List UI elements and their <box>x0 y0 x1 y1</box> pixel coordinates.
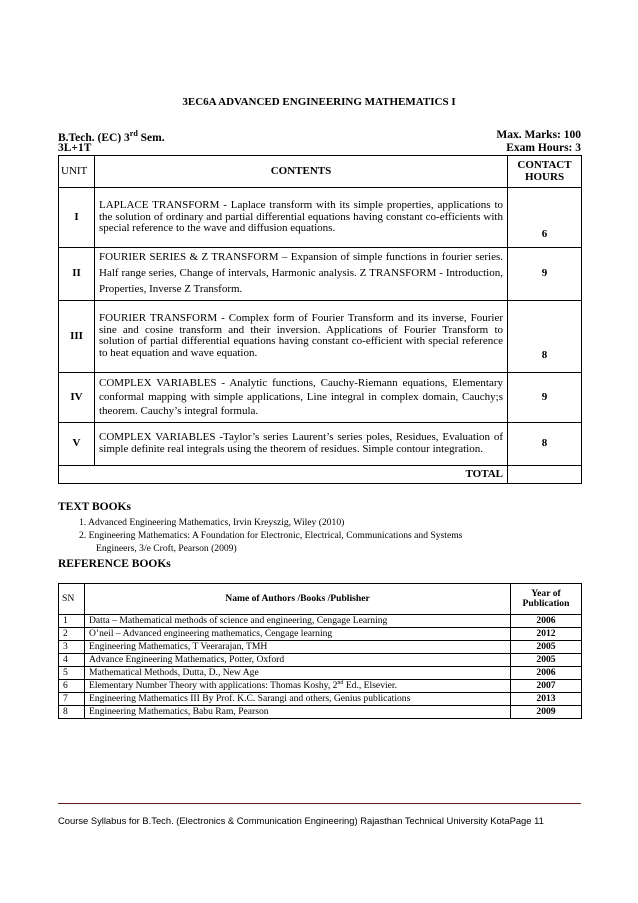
reference-year: 2005 <box>511 654 582 667</box>
reference-name: Elementary Number Theory with applications: Thomas Koshy, 2nd Ed., Elsevier. <box>85 680 511 693</box>
unit-hours: 6 <box>508 188 582 248</box>
reference-year: 2012 <box>511 628 582 641</box>
reference-year: 2006 <box>511 667 582 680</box>
reference-row <box>59 615 582 628</box>
unit-content: COMPLEX VARIABLES - Analytic functions, Cauchy-Riemann equations, Elementary conformal mapping with simple applications, Line integral in complex domain, Cauchy;s theorem. Cauchy’s integral formula. <box>95 372 508 422</box>
syllabus-row <box>59 300 582 372</box>
syllabus-header-row <box>59 156 582 188</box>
syllabus-total-row <box>59 465 582 483</box>
reference-row <box>59 706 582 719</box>
text-book-item: 2. Engineering Mathematics: A Foundation for Electronic, Electrical, Communications and Systems <box>79 530 463 541</box>
reference-sn: 1 <box>59 615 85 628</box>
name-header: Name of Authors /Books /Publisher <box>85 584 511 615</box>
total-label: TOTAL <box>59 465 508 483</box>
syllabus-table <box>58 155 582 484</box>
page-footer: Course Syllabus for B.Tech. (Electronics & Communication Engineering) Rajasthan Technical University KotaPage 11 <box>58 815 544 826</box>
unit-content: COMPLEX VARIABLES -Taylor’s series Laurent’s series poles, Residues, Evaluation of simple definite real integrals using the theorem of residues. Simple contour integration. <box>95 422 508 465</box>
reference-sn: 6 <box>59 680 85 693</box>
unit-content: LAPLACE TRANSFORM - Laplace transform with its simple properties, applications to the solution of ordinary and partial differential equations having constant co-efficients with special reference to the wave and diffusion equations. <box>95 188 508 248</box>
unit-number: IV <box>59 372 95 422</box>
reference-name: Advance Engineering Mathematics, Potter, Oxford <box>85 654 511 667</box>
reference-name: Engineering Mathematics III By Prof. K.C. Sarangi and others, Genius publications <box>85 693 511 706</box>
syllabus-row <box>59 188 582 248</box>
reference-row <box>59 641 582 654</box>
unit-hours: 8 <box>508 300 582 372</box>
contact-hours-header: CONTACT HOURS <box>508 156 582 188</box>
unit-number: V <box>59 422 95 465</box>
text-book-item: 1. Advanced Engineering Mathematics, Irvin Kreyszig, Wiley (2010) <box>79 517 345 528</box>
reference-row <box>59 667 582 680</box>
unit-number: I <box>59 188 95 248</box>
reference-sn: 3 <box>59 641 85 654</box>
syllabus-row <box>59 422 582 465</box>
reference-row <box>59 693 582 706</box>
sn-header: SN <box>59 584 85 615</box>
text-books-list <box>79 516 462 555</box>
reference-year: 2013 <box>511 693 582 706</box>
footer-rule <box>58 803 581 804</box>
reference-books-heading: REFERENCE BOOKs <box>58 558 171 570</box>
program-semester: B.Tech. (EC) 3rd Sem. <box>58 129 165 144</box>
unit-number: III <box>59 300 95 372</box>
reference-row <box>59 654 582 667</box>
unit-header: UNIT <box>59 156 95 188</box>
year-header: Year of Publication <box>511 584 582 615</box>
exam-hours: Exam Hours: 3 <box>506 142 581 154</box>
lecture-tutorial-load: 3L+1T <box>58 142 92 154</box>
unit-hours: 9 <box>508 372 582 422</box>
syllabus-row <box>59 248 582 301</box>
reference-sn: 2 <box>59 628 85 641</box>
unit-hours: 9 <box>508 248 582 301</box>
reference-sn: 5 <box>59 667 85 680</box>
reference-row <box>59 680 582 693</box>
reference-sn: 7 <box>59 693 85 706</box>
contents-header: CONTENTS <box>95 156 508 188</box>
unit-content: FOURIER TRANSFORM - Complex form of Fourier Transform and its inverse, Fourier sine and cosine transform and their inversion. Applications of Fourier Transform to solution of partial differential equations having constant co-efficient with special reference to heat equation and wave equation. <box>95 300 508 372</box>
reference-name: O’neil – Advanced engineering mathematics, Cengage learning <box>85 628 511 641</box>
total-hours <box>508 465 582 483</box>
reference-name: Engineering Mathematics, T Veerarajan, TMH <box>85 641 511 654</box>
reference-year: 2006 <box>511 615 582 628</box>
reference-year: 2005 <box>511 641 582 654</box>
course-title: 3EC6A ADVANCED ENGINEERING MATHEMATICS I <box>182 96 456 108</box>
text-book-item: Engineers, 3/e Croft, Pearson (2009) <box>96 543 237 554</box>
unit-content: FOURIER SERIES & Z TRANSFORM – Expansion of simple functions in fourier series. Half range series, Change of intervals, Harmonic analysis. Z TRANSFORM - Introduction, Properties, Inverse Z Transform. <box>95 248 508 301</box>
unit-number: II <box>59 248 95 301</box>
reference-header-row <box>59 584 582 615</box>
max-marks: Max. Marks: 100 <box>496 129 581 141</box>
reference-sn: 4 <box>59 654 85 667</box>
reference-year: 2007 <box>511 680 582 693</box>
unit-hours: 8 <box>508 422 582 465</box>
reference-name: Mathematical Methods, Dutta, D., New Age <box>85 667 511 680</box>
reference-year: 2009 <box>511 706 582 719</box>
text-books-heading: TEXT BOOKs <box>58 501 131 513</box>
reference-books-table <box>58 583 582 719</box>
reference-sn: 8 <box>59 706 85 719</box>
reference-row <box>59 628 582 641</box>
syllabus-row <box>59 372 582 422</box>
reference-name: Engineering Mathematics, Babu Ram, Pearson <box>85 706 511 719</box>
reference-name: Datta – Mathematical methods of science and engineering, Cengage Learning <box>85 615 511 628</box>
